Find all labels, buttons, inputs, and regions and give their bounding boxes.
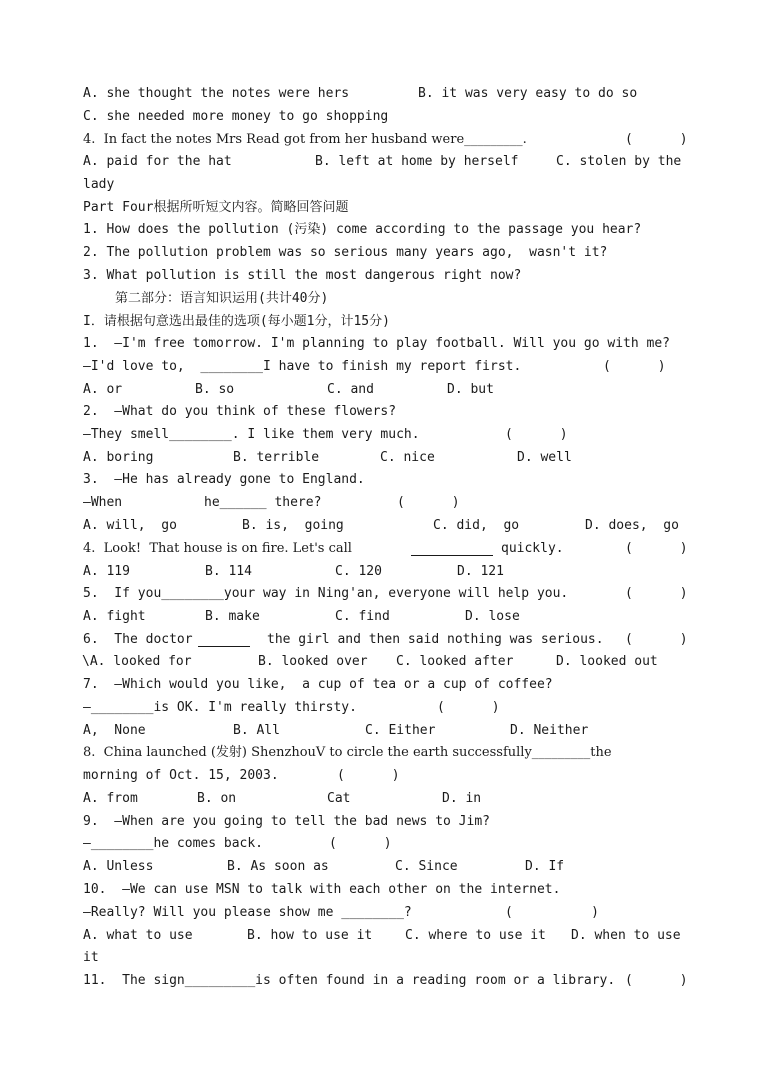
option-a: A. 119 — [83, 564, 130, 579]
question-text: —They smell________. I like them very much. — [83, 427, 420, 442]
option-line — [83, 152, 683, 172]
option-c: C. find — [335, 609, 390, 624]
question-line — [83, 834, 683, 854]
question-line — [83, 493, 683, 513]
option-c: Cat — [327, 791, 351, 806]
option-d: D. Neither — [510, 723, 589, 738]
question-text: the girl and then said nothing was serious. — [267, 632, 604, 647]
option-line — [83, 789, 683, 809]
option-c: C. did, go — [433, 518, 520, 533]
option-c: C. she needed more money to go shopping — [83, 109, 389, 124]
option-c: C. and — [327, 382, 374, 397]
option-line — [83, 857, 683, 877]
question-line — [83, 630, 688, 650]
option-line — [82, 652, 682, 672]
option-b: B. As soon as — [227, 859, 329, 874]
option-line — [83, 562, 683, 582]
option-c: C. Either — [365, 723, 436, 738]
option-line — [83, 84, 683, 104]
option-line — [83, 926, 683, 946]
option-c: C. where to use it — [405, 928, 546, 943]
question-line — [83, 971, 688, 991]
option-b: B. make — [205, 609, 260, 624]
question-text: —________is OK. I'm really thirsty. — [83, 700, 357, 715]
question-text: 11. The sign_________is often found in a reading room or a library. — [83, 973, 616, 988]
option-c: C. nice — [380, 450, 435, 465]
option-c: C. stolen by the — [556, 154, 682, 169]
answer-bracket: ( ) — [437, 700, 500, 715]
option-c: C. Since — [395, 859, 458, 874]
option-d: D. does, go — [585, 518, 679, 533]
option-a: A. she thought the notes were hers — [83, 86, 350, 101]
option-a: A. will, go — [83, 518, 177, 533]
question-line — [83, 584, 688, 604]
option-c: C. looked after — [396, 654, 514, 669]
answer-bracket: ( ) — [625, 586, 688, 601]
answer-bracket: ( ) — [329, 836, 392, 851]
option-b: B. All — [233, 723, 280, 738]
question-text: 6. The doctor — [83, 632, 193, 647]
option-d: D. well — [517, 450, 572, 465]
option-a: \A. looked for — [82, 654, 192, 669]
option-b: B. 114 — [205, 564, 252, 579]
option-a: A. or — [83, 382, 123, 397]
question-text: 9. —When are you going to tell the bad news to Jim? — [83, 814, 490, 829]
question-line — [83, 903, 683, 923]
option-d: D. If — [525, 859, 565, 874]
answer-bracket: ( ) — [505, 427, 568, 442]
part-heading: 第二部分：语言知识运用(共计40分) — [115, 291, 329, 306]
question-text: —When — [83, 495, 123, 510]
option-b: B. it was very easy to do so — [418, 86, 638, 101]
question-line — [83, 698, 683, 718]
question-text: 7. —Which would you like, a cup of tea or a cup of coffee? — [83, 677, 553, 692]
answer-bracket: ( ) — [625, 132, 688, 147]
question-text: 5. If you________your way in Ning'an, everyone will help you. — [83, 586, 569, 601]
section-heading: I．请根据句意选出最佳的选项(每小题1分，计15分) — [83, 314, 390, 329]
option-a: A. Unless — [83, 859, 154, 874]
question-text: 2. The pollution problem was so serious many years ago, wasn't it? — [83, 245, 608, 260]
question-text: 4. In fact the notes Mrs Read got from her husband were_________. — [83, 132, 527, 147]
answer-blank — [198, 630, 250, 647]
option-d: D. lose — [465, 609, 520, 624]
question-text: 10. —We can use MSN to talk with each other on the internet. — [83, 882, 561, 897]
option-line — [83, 607, 683, 627]
question-text: —Really? Will you please show me ________? — [83, 905, 412, 920]
option-b: B. terrible — [233, 450, 320, 465]
question-text: 3. What pollution is still the most dangerous right now? — [83, 268, 522, 283]
option-a: A. paid for the hat — [83, 154, 232, 169]
answer-blank — [411, 539, 493, 556]
question-text: —________he comes back. — [83, 836, 264, 851]
answer-bracket: ( ) — [397, 495, 460, 510]
question-text: 3. —He has already gone to England. — [83, 472, 365, 487]
option-d: D. but — [447, 382, 494, 397]
option-b: B. on — [197, 791, 237, 806]
answer-bracket: ( ) — [625, 541, 688, 556]
option-b: B. how to use it — [247, 928, 373, 943]
option-d: D. 121 — [457, 564, 504, 579]
question-line — [83, 357, 683, 377]
question-text: 2. —What do you think of these flowers? — [83, 404, 397, 419]
option-d: D. in — [442, 791, 482, 806]
option-a: A. boring — [83, 450, 154, 465]
option-a: A. what to use — [83, 928, 193, 943]
answer-bracket: ( ) — [625, 973, 688, 988]
answer-bracket: ( ) — [603, 359, 666, 374]
option-line — [83, 380, 683, 400]
option-a: A. from — [83, 791, 138, 806]
answer-bracket: ( ) — [625, 632, 688, 647]
option-line — [83, 516, 683, 536]
question-text: 8. China launched (发射) ShenzhouV to circle the earth successfully_________the — [83, 745, 612, 760]
option-b: B. looked over — [258, 654, 368, 669]
option-a: A. fight — [83, 609, 146, 624]
option-c: C. 120 — [335, 564, 382, 579]
answer-bracket: ( ) — [337, 768, 400, 783]
option-d: D. looked out — [556, 654, 658, 669]
question-line — [83, 425, 683, 445]
question-text: 1. —I'm free tomorrow. I'm planning to play football. Will you go with me? — [83, 336, 670, 351]
option-line — [83, 721, 683, 741]
option-continuation: it — [83, 950, 99, 965]
option-b: B. left at home by herself — [315, 154, 519, 169]
question-text: —I'd love to, ________I have to finish my report first. — [83, 359, 522, 374]
option-a: A, None — [83, 723, 146, 738]
question-line — [83, 130, 688, 150]
question-line — [83, 539, 688, 559]
option-d: D. when to use — [571, 928, 681, 943]
question-text: quickly. — [501, 541, 564, 556]
question-text: morning of Oct. 15, 2003. — [83, 768, 279, 783]
question-line — [83, 766, 683, 786]
answer-bracket: ( ) — [505, 905, 599, 920]
question-text: 1. How does the pollution (污染) come according to the passage you hear? — [83, 222, 642, 237]
option-continuation: lady — [83, 177, 115, 192]
question-text: he______ there? — [204, 495, 322, 510]
option-b: B. is, going — [242, 518, 344, 533]
option-b: B. so — [195, 382, 235, 397]
question-text: 4. Look! That house is on fire. Let's call — [83, 541, 352, 556]
section-heading: Part Four根据所听短文内容。简略回答问题 — [83, 200, 349, 215]
option-line — [83, 448, 683, 468]
